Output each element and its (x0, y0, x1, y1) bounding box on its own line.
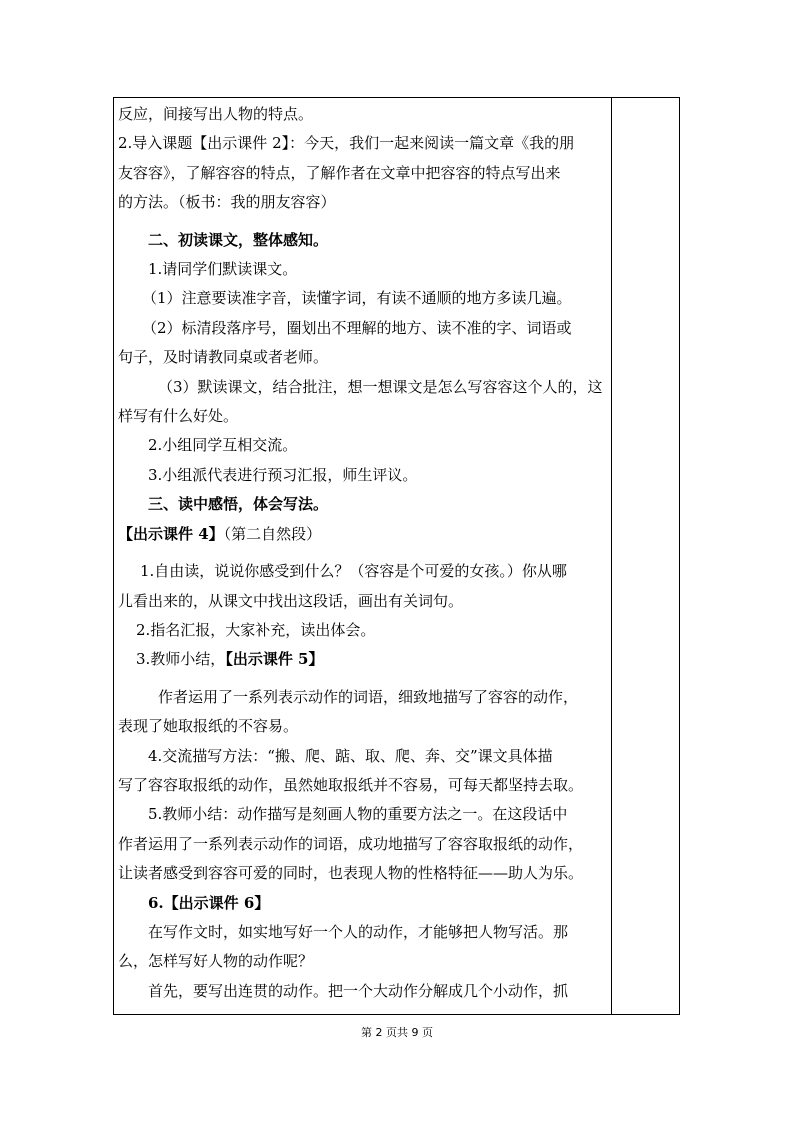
text-line: 反应，间接写出人物的特点。 (118, 105, 314, 123)
text-line: 2.导入课题【出示课件 2】：今天，我们一起来阅读一篇文章《我的朋 (118, 134, 575, 153)
text-line: 6.【出示课件 6】 (148, 893, 270, 912)
text-line: 让读者感受到容容可爱的同时，也表现人物的性格特征——助人为乐。 (118, 864, 584, 883)
slide-ref: 【出示课件 4】 (118, 524, 224, 543)
text-line: 2.指名汇报，大家补充，读出体会。 (136, 620, 376, 639)
text-line: 的方法。（板书：我的朋友容容） (118, 193, 336, 212)
column-divider (611, 97, 612, 1015)
text-line: 2.小组同学互相交流。 (148, 436, 298, 455)
text-line: 作者运用了一系列表示动作的词语，细致地描写了容容的动作， (158, 687, 579, 706)
text-line: 【出示课件 4】（第二自然段） (118, 524, 322, 543)
text-line: 在写作文时，如实地写好一个人的动作，才能够把人物写活。那 (148, 922, 569, 941)
text-line: 首先，要写出连贯的动作。把一个大动作分解成几个小动作，抓 (148, 981, 569, 1000)
text-line: 3.教师小结，【出示课件 5】 (136, 650, 324, 669)
lesson-content (118, 100, 608, 1006)
text-line: 样写有什么好处。 (118, 407, 239, 426)
slide-ref: 【出示课件 5】 (225, 650, 324, 669)
text-line: 1.自由读，说说你感受到什么？（容容是个可爱的女孩。）你从哪 (140, 562, 567, 581)
text-line: 友容容》，了解容容的特点，了解作者在文章中把容容的特点写出来 (118, 163, 561, 182)
text-line: 写了容容取报纸的动作，虽然她取报纸并不容易，可每天都坚持去取。 (118, 775, 584, 794)
section-heading: 二、初读课文，整体感知。 (148, 230, 329, 249)
text-line: 么，怎样写好人物的动作呢？ (118, 952, 314, 971)
text-line: （3）默读课文，结合批注，想一想课文是怎么写容容这个人的，这 (158, 377, 603, 396)
page-footer: 第 2 页共 9 页 (361, 1026, 433, 1039)
text-line: 句子，及时请教同桌或者老师。 (118, 348, 329, 367)
text-line: 表现了她取报纸的不容易。 (118, 717, 299, 736)
text-line: 1.请同学们默读课文。 (148, 260, 298, 279)
text-line: （1）注意要读准字音，读懂字词，有读不通顺的地方多读几遍。 (142, 289, 572, 308)
text-line: 3.小组派代表进行预习汇报，师生评议。 (148, 465, 418, 484)
text-line: （2）标清段落序号，圈划出不理解的地方、读不准的字、词语或 (142, 318, 572, 337)
text-line: 作者运用了一系列表示动作的词语，成功地描写了容容取报纸的动作， (118, 834, 584, 853)
text-line: 儿看出来的，从课文中找出这段话，画出有关词句。 (118, 591, 464, 610)
text-line: 5.教师小结：动作描写是刻画人物的重要方法之一。在这段话中 (148, 805, 568, 824)
text-line: 4.交流描写方法：“搬、爬、踮、取、爬、奔、交”课文具体描 (148, 746, 553, 765)
section-heading: 三、读中感悟，体会写法。 (148, 495, 329, 514)
